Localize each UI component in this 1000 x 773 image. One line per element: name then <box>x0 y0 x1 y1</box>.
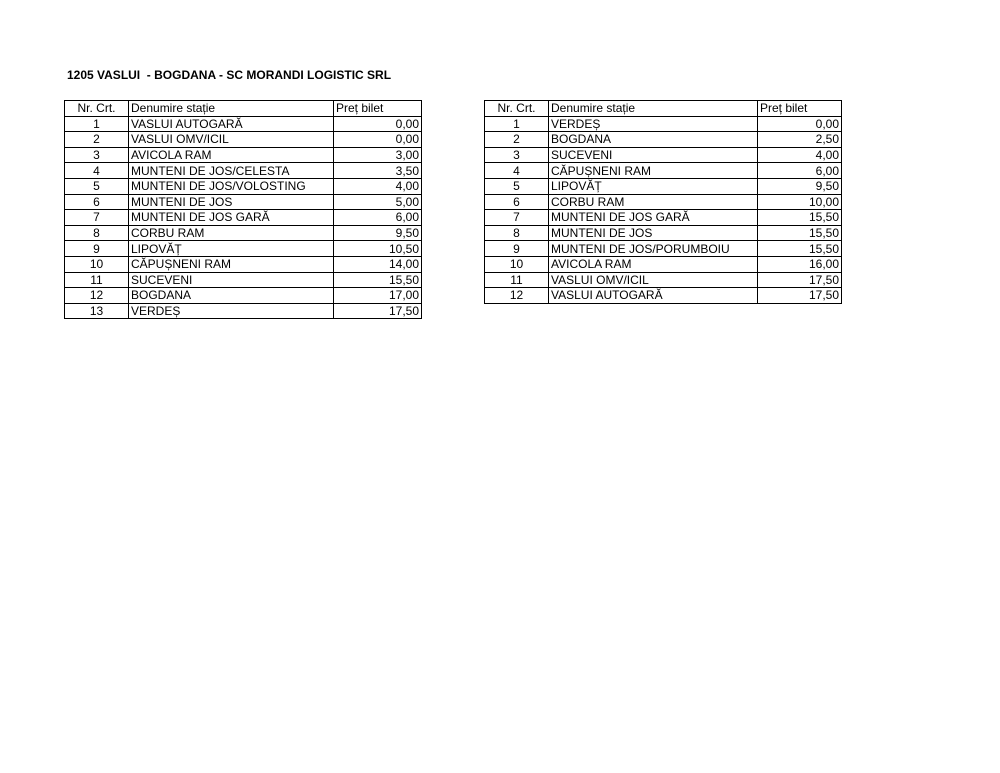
fare-table-return <box>484 100 842 304</box>
ticket-price: 9,50 <box>758 178 842 194</box>
station-name: CĂPUȘNENI RAM <box>129 256 334 272</box>
ticket-price: 9,50 <box>334 225 422 241</box>
table-row <box>485 288 842 304</box>
header-nr: Nr. Crt. <box>65 101 129 117</box>
row-number: 11 <box>65 272 129 288</box>
station-name: MUNTENI DE JOS GARĂ <box>129 210 334 226</box>
row-number: 11 <box>485 272 549 288</box>
station-name: VASLUI OMV/ICIL <box>129 132 334 148</box>
station-name: MUNTENI DE JOS <box>549 225 758 241</box>
ticket-price: 17,50 <box>334 303 422 319</box>
table-row <box>485 272 842 288</box>
station-name: SUCEVENI <box>129 272 334 288</box>
station-name: CĂPUȘNENI RAM <box>549 163 758 179</box>
ticket-price: 15,50 <box>334 272 422 288</box>
station-name: BOGDANA <box>549 132 758 148</box>
ticket-price: 2,50 <box>758 132 842 148</box>
ticket-price: 6,00 <box>758 163 842 179</box>
table-row <box>485 256 842 272</box>
table-row <box>485 225 842 241</box>
table-row <box>65 288 422 304</box>
table-row <box>65 194 422 210</box>
ticket-price: 6,00 <box>334 210 422 226</box>
header-station: Denumire stație <box>549 101 758 117</box>
fare-table-outbound <box>64 100 422 319</box>
station-name: AVICOLA RAM <box>549 256 758 272</box>
header-row <box>65 101 422 117</box>
row-number: 1 <box>65 116 129 132</box>
row-number: 1 <box>485 116 549 132</box>
table-row <box>65 256 422 272</box>
ticket-price: 15,50 <box>758 241 842 257</box>
station-name: MUNTENI DE JOS/CELESTA <box>129 163 334 179</box>
station-name: LIPOVĂȚ <box>129 241 334 257</box>
table-row <box>485 194 842 210</box>
row-number: 6 <box>65 194 129 210</box>
ticket-price: 0,00 <box>758 116 842 132</box>
ticket-price: 15,50 <box>758 225 842 241</box>
station-name: CORBU RAM <box>129 225 334 241</box>
table-row <box>485 210 842 226</box>
station-name: MUNTENI DE JOS/VOLOSTING <box>129 178 334 194</box>
row-number: 4 <box>485 163 549 179</box>
station-name: VASLUI AUTOGARĂ <box>129 116 334 132</box>
station-name: VASLUI AUTOGARĂ <box>549 288 758 304</box>
station-name: MUNTENI DE JOS <box>129 194 334 210</box>
page-title: 1205 VASLUI - BOGDANA - SC MORANDI LOGISTIC SRL <box>67 68 392 82</box>
ticket-price: 17,00 <box>334 288 422 304</box>
table-row <box>65 210 422 226</box>
row-number: 6 <box>485 194 549 210</box>
header-row <box>485 101 842 117</box>
table-row <box>485 147 842 163</box>
row-number: 9 <box>65 241 129 257</box>
ticket-price: 14,00 <box>334 256 422 272</box>
row-number: 2 <box>65 132 129 148</box>
header-price: Preț bilet <box>758 101 842 117</box>
ticket-price: 17,50 <box>758 288 842 304</box>
ticket-price: 10,00 <box>758 194 842 210</box>
station-name: MUNTENI DE JOS GARĂ <box>549 210 758 226</box>
table-row <box>65 163 422 179</box>
table-row <box>485 132 842 148</box>
table-row <box>65 132 422 148</box>
station-name: AVICOLA RAM <box>129 147 334 163</box>
row-number: 3 <box>65 147 129 163</box>
header-price: Preț bilet <box>334 101 422 117</box>
ticket-price: 4,00 <box>758 147 842 163</box>
station-name: MUNTENI DE JOS/PORUMBOIU <box>549 241 758 257</box>
row-number: 8 <box>485 225 549 241</box>
row-number: 9 <box>485 241 549 257</box>
row-number: 10 <box>65 256 129 272</box>
row-number: 8 <box>65 225 129 241</box>
row-number: 4 <box>65 163 129 179</box>
ticket-price: 15,50 <box>758 210 842 226</box>
row-number: 5 <box>485 178 549 194</box>
row-number: 7 <box>485 210 549 226</box>
table-row <box>65 147 422 163</box>
row-number: 10 <box>485 256 549 272</box>
ticket-price: 0,00 <box>334 116 422 132</box>
ticket-price: 16,00 <box>758 256 842 272</box>
table-row <box>65 303 422 319</box>
table-row <box>65 225 422 241</box>
ticket-price: 17,50 <box>758 272 842 288</box>
row-number: 3 <box>485 147 549 163</box>
station-name: SUCEVENI <box>549 147 758 163</box>
table-row <box>65 241 422 257</box>
table-row <box>485 178 842 194</box>
header-station: Denumire stație <box>129 101 334 117</box>
ticket-price: 5,00 <box>334 194 422 210</box>
row-number: 12 <box>485 288 549 304</box>
table-row <box>485 116 842 132</box>
ticket-price: 4,00 <box>334 178 422 194</box>
station-name: CORBU RAM <box>549 194 758 210</box>
table-row <box>485 163 842 179</box>
row-number: 12 <box>65 288 129 304</box>
row-number: 5 <box>65 178 129 194</box>
station-name: VERDEȘ <box>129 303 334 319</box>
row-number: 7 <box>65 210 129 226</box>
table-row <box>65 116 422 132</box>
ticket-price: 0,00 <box>334 132 422 148</box>
row-number: 2 <box>485 132 549 148</box>
header-nr: Nr. Crt. <box>485 101 549 117</box>
station-name: VASLUI OMV/ICIL <box>549 272 758 288</box>
station-name: BOGDANA <box>129 288 334 304</box>
table-row <box>485 241 842 257</box>
row-number: 13 <box>65 303 129 319</box>
table-row <box>65 178 422 194</box>
ticket-price: 10,50 <box>334 241 422 257</box>
station-name: LIPOVĂȚ <box>549 178 758 194</box>
ticket-price: 3,50 <box>334 163 422 179</box>
table-row <box>65 272 422 288</box>
ticket-price: 3,00 <box>334 147 422 163</box>
station-name: VERDEȘ <box>549 116 758 132</box>
